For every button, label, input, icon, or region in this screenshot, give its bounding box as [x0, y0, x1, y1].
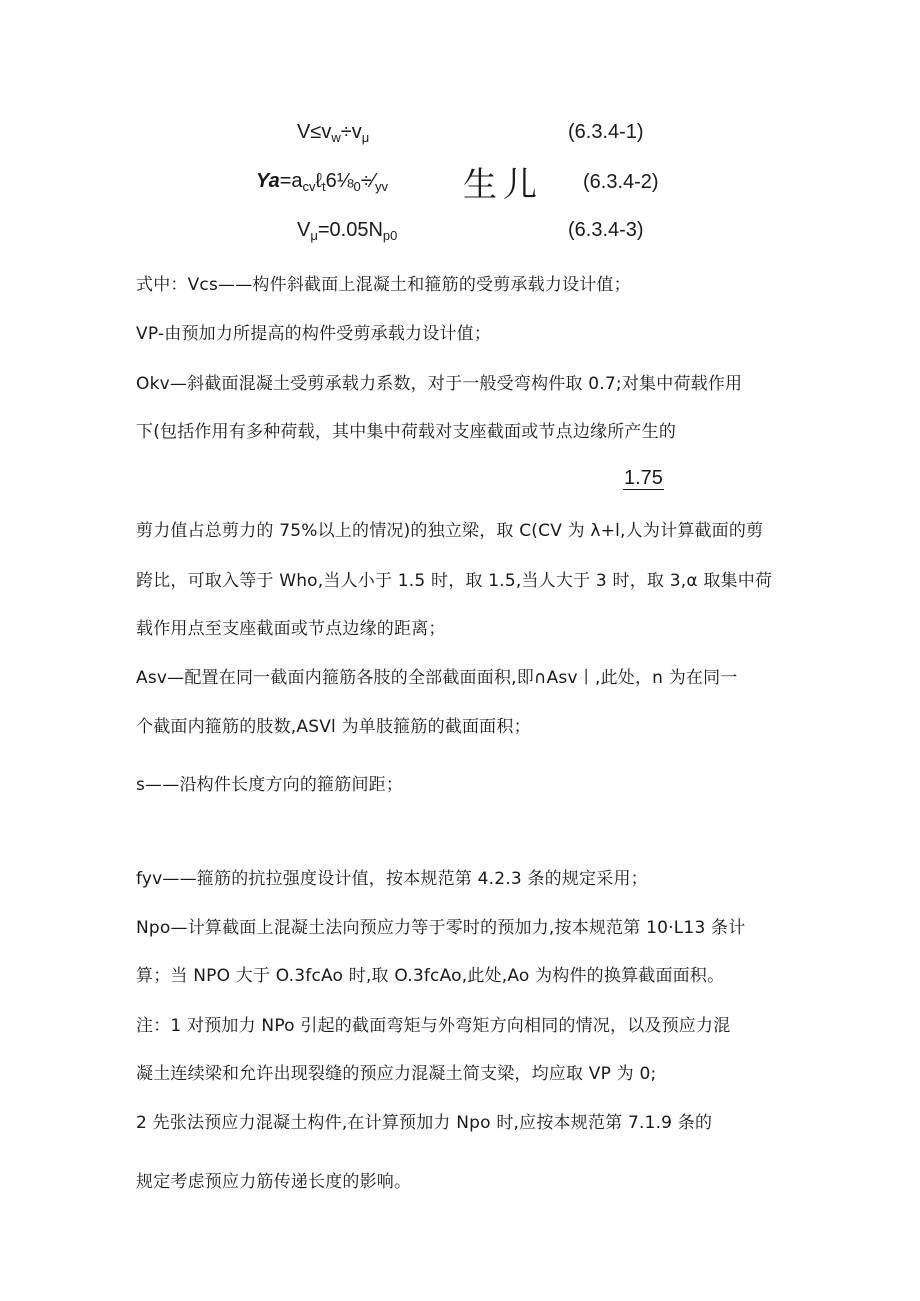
text-line: 下(包括作用有多种荷载，其中集中荷载对支座截面或节点边缘所产生的	[136, 422, 677, 442]
formula-2-sub: yv	[375, 179, 389, 194]
stray-characters: 生儿	[463, 165, 543, 205]
formula-2-sub: cv	[302, 179, 316, 194]
formula-2-part: ℓ	[315, 170, 323, 192]
formula-2-lead: Ya	[256, 170, 280, 192]
formula-2-number: (6.3.4-2)	[583, 171, 659, 193]
formula-1-number: (6.3.4-1)	[568, 121, 644, 143]
text-line: 规定考虑预应力筋传递长度的影响。	[136, 1172, 412, 1192]
text-line: 注：1 对预加力 NPo 引起的截面弯矩与外弯矩方向相同的情况，以及预应力混	[136, 1016, 731, 1036]
text-line: Asv—配置在同一截面内箍筋各肢的全部截面面积,即∩Asv丨,此处，n 为在同一	[136, 668, 738, 688]
text-line: 跨比，可取入等于 Who,当人小于 1.5 时，取 1.5,当人大于 3 时，取 3,α 取集中荷	[136, 571, 773, 591]
formula-3-part: V	[297, 219, 311, 241]
formula-2-sub: 0	[353, 179, 361, 194]
formula-1-sub: w	[331, 130, 341, 145]
formula-1-part: ÷v	[340, 121, 362, 143]
text-line: VP-由预加力所提高的构件受剪承载力设计值；	[136, 324, 492, 344]
formula-3-sub: p0	[382, 228, 398, 243]
text-line: 个截面内箍筋的肢数,ASVl 为单肢箍筋的截面面积；	[136, 717, 531, 737]
formula-3-number: (6.3.4-3)	[568, 219, 644, 241]
formula-3	[297, 219, 397, 243]
text-line: 剪力值占总剪力的 75%以上的情况)的独立梁，取 C(CV 为 λ+l,人为计算截面的剪	[136, 521, 764, 541]
text-line: 凝土连续梁和允许出现裂缝的预应力混凝土简支梁，均应取 VP 为 0;	[136, 1064, 657, 1084]
formula-1-sub: μ	[361, 130, 370, 145]
formula-1	[297, 121, 369, 145]
text-line: 2 先张法预应力混凝土构件,在计算预加力 Npo 时,应按本规范第 7.1.9 条的	[136, 1113, 713, 1133]
formula-2-part: 6⅛	[325, 170, 354, 192]
formula-3-sub: μ	[310, 228, 318, 243]
text-line: fyv——箍筋的抗拉强度设计值，按本规范第 4.2.3 条的规定采用；	[136, 869, 648, 889]
text-line: 算；当 NPO 大于 O.3fcAo 时,取 O.3fcAo,此处,Ao 为构件的换算截面面积。	[136, 966, 725, 986]
formula-3-part: =0.05N	[317, 219, 383, 241]
formula-2-sub: t	[322, 179, 326, 194]
formula-1-part: V≤v	[297, 121, 332, 143]
text-line: s——沿构件长度方向的箍筋间距；	[136, 775, 404, 795]
formula-2-part: ÷⁄	[360, 170, 376, 192]
text-line: Okv—斜截面混凝土受剪承载力系数，对于一般受弯构件取 0.7;对集中荷载作用	[136, 374, 743, 394]
formula-2	[256, 170, 388, 194]
fraction-numerator: 1.75	[624, 467, 663, 489]
text-line: 载作用点至支座截面或节点边缘的距离；	[136, 619, 446, 639]
formula-2-part: =a	[279, 170, 303, 192]
text-line: 式中：Vcs——构件斜截面上混凝土和箍筋的受剪承载力设计值；	[136, 275, 631, 295]
text-line: Npo—计算截面上混凝土法向预应力等于零时的预加力,按本规范第 10·L13 条计	[136, 918, 746, 938]
